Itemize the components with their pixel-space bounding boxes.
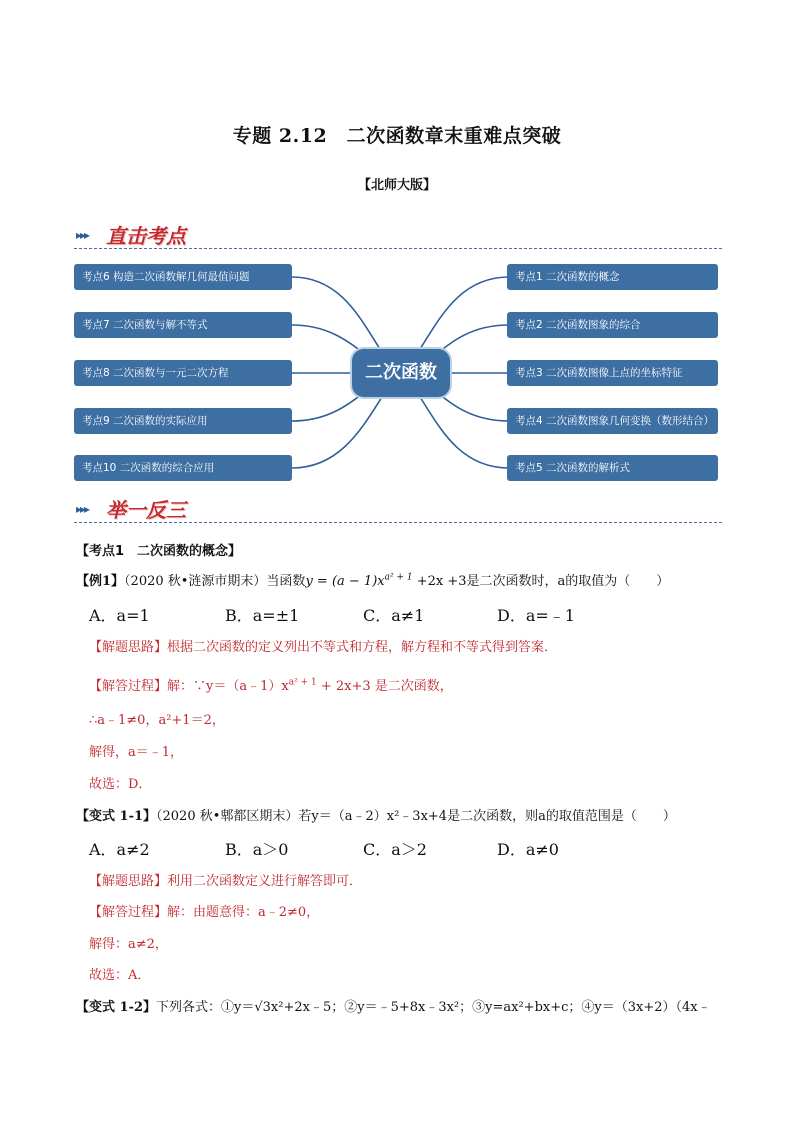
mindmap-center-node: 二次函数 [352, 349, 450, 397]
variant-1-1-stem [76, 805, 676, 824]
option-b: B．a＞0 [225, 840, 289, 859]
process-text: 解：由题意得：a﹣2≠0， [167, 905, 320, 920]
variant-1-1-step-2: 故选：A． [89, 968, 151, 983]
kaodian-1-title: 【考点1 二次函数的概念】 [76, 544, 242, 559]
idea-label: 【解题思路】 [89, 874, 168, 889]
mindmap-node-right-5: 考点5 二次函数的解析式 [507, 455, 718, 481]
idea-label: 【解题思路】 [89, 640, 168, 655]
section-heading-juyi [74, 494, 722, 524]
example-source: （2020 秋•涟源市期末）当函数 [124, 574, 306, 589]
idea-text: 利用二次函数定义进行解答即可． [167, 874, 363, 889]
example-1-idea [89, 636, 557, 655]
example-1-process [89, 675, 453, 694]
option-c: C．a＞2 [363, 840, 427, 859]
variant-question: （2020 秋•郫都区期末）若y＝（a﹣2）x²﹣3x+4是二次函数，则a的取值范围是（ ） [156, 809, 676, 824]
example-label: 【例1】 [76, 574, 125, 589]
process-exponent: a² + 1 [288, 677, 317, 688]
process-label: 【解答过程】 [89, 905, 168, 920]
section-heading-label: 举一反三 [106, 498, 186, 522]
triple-arrow-icon: ▸▸▸ [76, 228, 89, 242]
example-exponent: a² + 1 [384, 572, 413, 583]
idea-text: 根据二次函数的定义列出不等式和方程，解方程和不等式得到答案． [167, 640, 558, 655]
mindmap-node-left-4: 考点9 二次函数的实际应用 [74, 408, 292, 434]
option-a: A．a≠2 [89, 840, 150, 859]
option-b: B．a=±1 [225, 606, 300, 625]
mindmap-node-right-4: 考点4 二次函数图象几何变换（数形结合） [507, 408, 718, 434]
variant-question: 下列各式：①y＝√3x²+2x﹣5；②y＝﹣5+8x﹣3x²；③y=ax²+bx+c；④y＝（3x+2）（4x﹣ [156, 1000, 711, 1015]
mindmap-node-right-3: 考点3 二次函数图像上点的坐标特征 [507, 360, 718, 386]
variant-1-1-idea [89, 870, 362, 889]
section-heading-kaodian [74, 220, 722, 250]
variant-1-2-stem [76, 996, 711, 1015]
process-label: 【解答过程】 [89, 679, 168, 694]
example-question: +2x +3是二次函数时，a的取值为（ ） [412, 574, 670, 589]
option-d: D．a≠0 [497, 840, 559, 859]
process-text-2: + 2x+3 是二次函数， [316, 679, 453, 694]
page-title: 专题 2.12 二次函数章末重难点突破 [232, 125, 562, 147]
example-1-step-1: ∴a﹣1≠0，a²+1＝2， [89, 713, 225, 728]
variant-label: 【变式 1-2】 [76, 1000, 157, 1015]
variant-label: 【变式 1-1】 [76, 809, 157, 824]
dashed-divider [74, 522, 722, 523]
section-heading-label: 直击考点 [106, 224, 186, 248]
example-1-stem [76, 570, 669, 589]
example-1-step-3: 故选：D． [89, 777, 152, 792]
mindmap [0, 258, 794, 498]
dashed-divider [74, 248, 722, 249]
mindmap-node-right-1: 考点1 二次函数的概念 [507, 264, 718, 290]
mindmap-node-right-2: 考点2 二次函数图象的综合 [507, 312, 718, 338]
option-c: C．a≠1 [363, 606, 425, 625]
option-a: A．a=1 [89, 606, 150, 625]
example-formula: y = (a − 1)x [305, 574, 385, 589]
process-text: 解：∵y＝（a﹣1）x [167, 679, 289, 694]
variant-1-1-step-1: 解得：a≠2， [89, 937, 168, 952]
triple-arrow-icon: ▸▸▸ [76, 502, 89, 516]
page-subtitle: 【北师大版】 [357, 178, 436, 193]
mindmap-node-left-1: 考点6 构造二次函数解几何最值问题 [74, 264, 292, 290]
mindmap-node-left-3: 考点8 二次函数与一元二次方程 [74, 360, 292, 386]
example-1-step-2: 解得，a＝﹣1， [89, 745, 184, 760]
variant-1-1-process [89, 901, 319, 920]
mindmap-node-left-2: 考点7 二次函数与解不等式 [74, 312, 292, 338]
mindmap-node-left-5: 考点10 二次函数的综合应用 [74, 455, 292, 481]
option-d: D．a=﹣1 [497, 606, 575, 625]
